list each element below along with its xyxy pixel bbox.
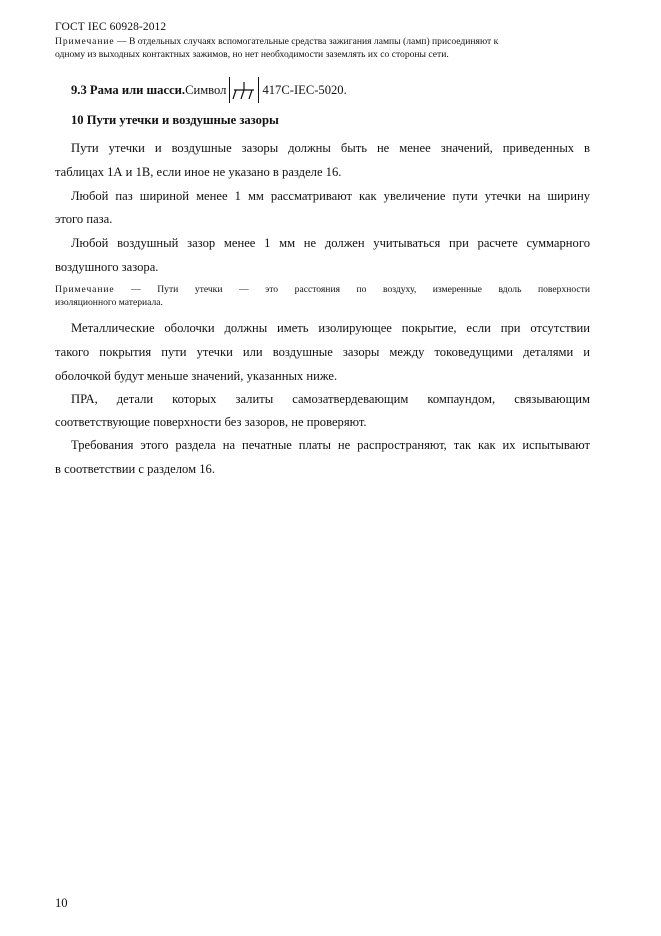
paragraph-line: Металлические оболочки должны иметь изолирующее покрытие, если при отсутствии bbox=[71, 321, 590, 335]
note-creepage-definition bbox=[55, 283, 590, 309]
section-9-3-title: 9.3 Рама или шасси. bbox=[71, 82, 186, 97]
chassis-frame-icon bbox=[229, 77, 259, 103]
note-label: Примечание bbox=[55, 36, 115, 47]
note-ignition-aids bbox=[55, 35, 590, 61]
paragraph-line: оболочкой будут меньше значений, указанных ниже. bbox=[55, 369, 338, 383]
paragraph-line: ПРА, детали которых залиты самозатвердевающим компаундом, связывающим bbox=[71, 392, 590, 406]
paragraph-line: в соответствии с разделом 16. bbox=[55, 462, 215, 476]
paragraph-line: воздушного зазора. bbox=[55, 260, 159, 274]
note-text-line1: — В отдельных случаях вспомогательные средства зажигания лампы (ламп) присоединяют к bbox=[114, 36, 499, 47]
paragraph-line: Любой воздушный зазор менее 1 мм не должен учитываться при расчете суммарного bbox=[71, 236, 590, 250]
paragraph-line: Пути утечки и воздушные зазоры должны быть не менее значений, приведенных в bbox=[71, 141, 590, 155]
paragraph-line: соответствующие поверхности без зазоров, не проверяют. bbox=[55, 415, 367, 429]
note-text-line2: изоляционного материала. bbox=[55, 297, 163, 308]
note-label: Примечание bbox=[55, 284, 115, 295]
paragraph-line: таблицах 1А и 1В, если иное не указано в разделе 16. bbox=[55, 165, 342, 179]
paragraph-line: Любой паз шириной менее 1 мм рассматривают как увеличение пути утечки на ширину bbox=[71, 189, 590, 203]
note-text-line2: одному из выходных контактных зажимов, но нет необходимости заземлять их со стороны сети. bbox=[55, 49, 449, 60]
paragraph-line: этого паза. bbox=[55, 212, 113, 226]
section-9-3 bbox=[71, 76, 347, 104]
symbol-code: 417С-IEC-5020. bbox=[262, 82, 347, 97]
paragraph-line: такого покрытия пути утечки или воздушные зазоры между токоведущими деталями и bbox=[55, 345, 590, 359]
paragraph-line: Требования этого раздела на печатные платы не распространяют, так как их испытывают bbox=[71, 438, 590, 452]
section-9-3-text: Символ bbox=[185, 82, 227, 97]
standard-header: ГОСТ IEC 60928-2012 bbox=[55, 21, 167, 33]
note-text-line1: — Пути утечки — это расстояния по воздуху, измеренные вдоль поверхности bbox=[114, 284, 590, 295]
section-10-title: 10 Пути утечки и воздушные зазоры bbox=[71, 113, 279, 127]
page-number: 10 bbox=[55, 896, 68, 910]
